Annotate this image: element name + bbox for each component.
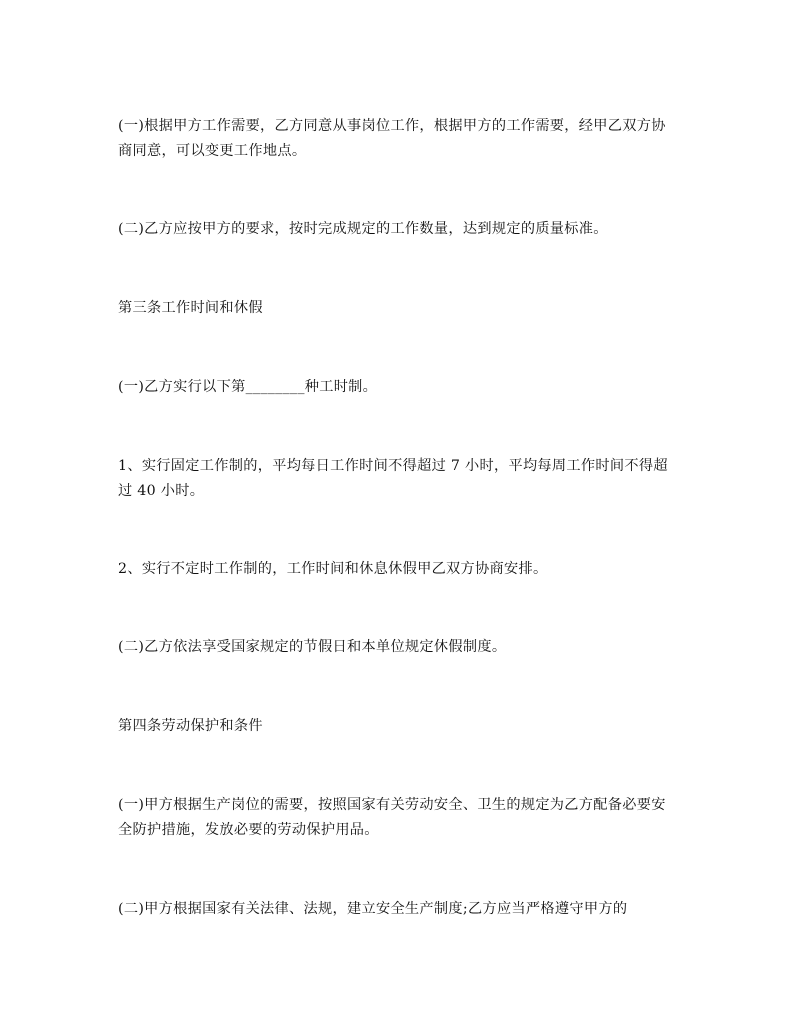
paragraph-working-hours-system: (一)乙方实行以下第________种工时制。 (118, 379, 378, 395)
section-heading-article-4: 第四条劳动保护和条件 (118, 718, 263, 734)
paragraph-flexible-hours: 2、实行不定时工作制的，工作时间和休息休假甲乙双方协商安排。 (118, 561, 548, 577)
paragraph-fixed-hours: 1、实行固定工作制的，平均每日工作时间不得超过 7 小时，平均每周工作时间不得超过 40 小时。 (118, 458, 668, 499)
section-heading-article-3: 第三条工作时间和休假 (118, 300, 263, 316)
paragraph-safety-system: (二)甲方根据国家有关法律、法规，建立安全生产制度;乙方应当严格遵守甲方的 (118, 901, 628, 917)
paragraph-work-requirements: (二)乙方应按甲方的要求，按时完成规定的工作数量，达到规定的质量标准。 (118, 221, 608, 237)
paragraph-protective-equipment: (一)甲方根据生产岗位的需要，按照国家有关劳动安全、卫生的规定为乙方配备必要安全防护措施，发放必要的劳动保护用品。 (118, 797, 666, 838)
paragraph-holidays: (二)乙方依法享受国家规定的节假日和本单位规定休假制度。 (118, 639, 507, 655)
paragraph-job-position: (一)根据甲方工作需要，乙方同意从事岗位工作，根据甲方的工作需要，经甲乙双方协商同意，可以变更工作地点。 (118, 118, 666, 159)
